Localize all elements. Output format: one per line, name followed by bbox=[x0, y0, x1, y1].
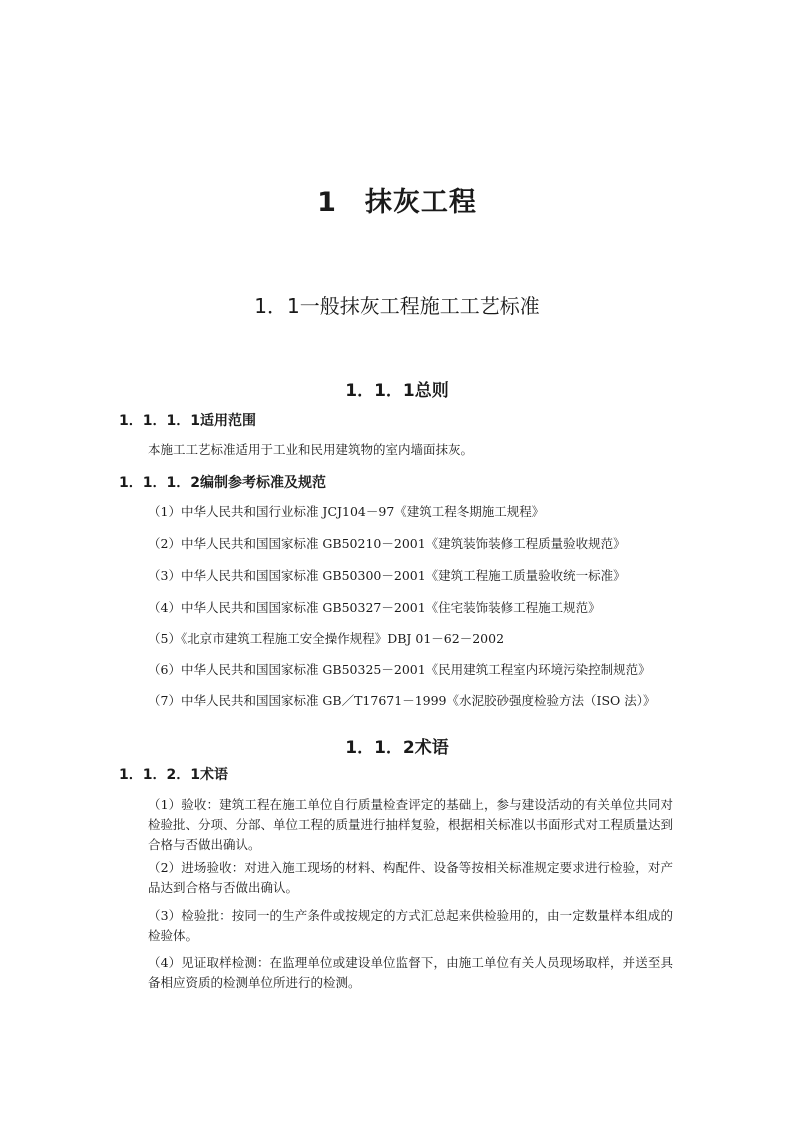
scope-paragraph: 本施工工艺标准适用于工业和民用建筑物的室内墙面抹灰。 bbox=[148, 442, 474, 457]
reference-item: （5）《北京市建筑工程施工安全操作规程》DBJ 01－62－2002 bbox=[148, 631, 505, 646]
heading-scope: 1．1．1．1适用范围 bbox=[119, 413, 256, 429]
subsection-title-terms: 1．1．2术语 bbox=[345, 738, 449, 758]
term-definition: （4）见证取样检测：在监理单位或建设单位监督下，由施工单位有关人员现场取样，并送至具备相应资质的检测单位所进行的检测。 bbox=[148, 955, 673, 990]
term-definition: （1）验收：建筑工程在施工单位自行质量检查评定的基础上，参与建设活动的有关单位共同对检验批、分项、分部、单位工程的质量进行抽样复验，根据相关标准以书面形式对工程质量达到合格与否做出确认。 bbox=[148, 797, 674, 852]
term-definition: （3）检验批：按同一的生产条件或按规定的方式汇总起来供检验用的，由一定数量样本组成的检验体。 bbox=[148, 908, 673, 943]
reference-item: （7）中华人民共和国国家标准 GB／T17671－1999《水泥胶砂强度检验方法（ISO 法）》 bbox=[148, 693, 656, 708]
reference-item: （4）中华人民共和国国家标准 GB50327－2001《住宅装饰装修工程施工规范》 bbox=[148, 600, 601, 615]
subsection-title-general: 1．1．1总则 bbox=[345, 381, 449, 401]
reference-item: （6）中华人民共和国国家标准 GB50325－2001《民用建筑工程室内环境污染控制规范》 bbox=[148, 662, 651, 677]
reference-item: （1）中华人民共和国行业标准 JCJ104－97《建筑工程冬期施工规程》 bbox=[148, 504, 545, 519]
term-definition: （2）进场验收：对进入施工现场的材料、构配件、设备等按相关标准规定要求进行检验，对产品达到合格与否做出确认。 bbox=[148, 860, 673, 895]
section-title: 1．1一般抹灰工程施工工艺标准 bbox=[254, 294, 540, 318]
reference-item: （3）中华人民共和国国家标准 GB50300－2001《建筑工程施工质量验收统一标准》 bbox=[148, 568, 626, 583]
heading-terms: 1．1．2．1术语 bbox=[119, 767, 228, 783]
reference-item: （2）中华人民共和国国家标准 GB50210－2001《建筑装饰装修工程质量验收规范》 bbox=[148, 536, 626, 551]
chapter-title: 1 抹灰工程 bbox=[317, 187, 477, 218]
heading-references: 1．1．1．2编制参考标准及规范 bbox=[119, 475, 326, 491]
